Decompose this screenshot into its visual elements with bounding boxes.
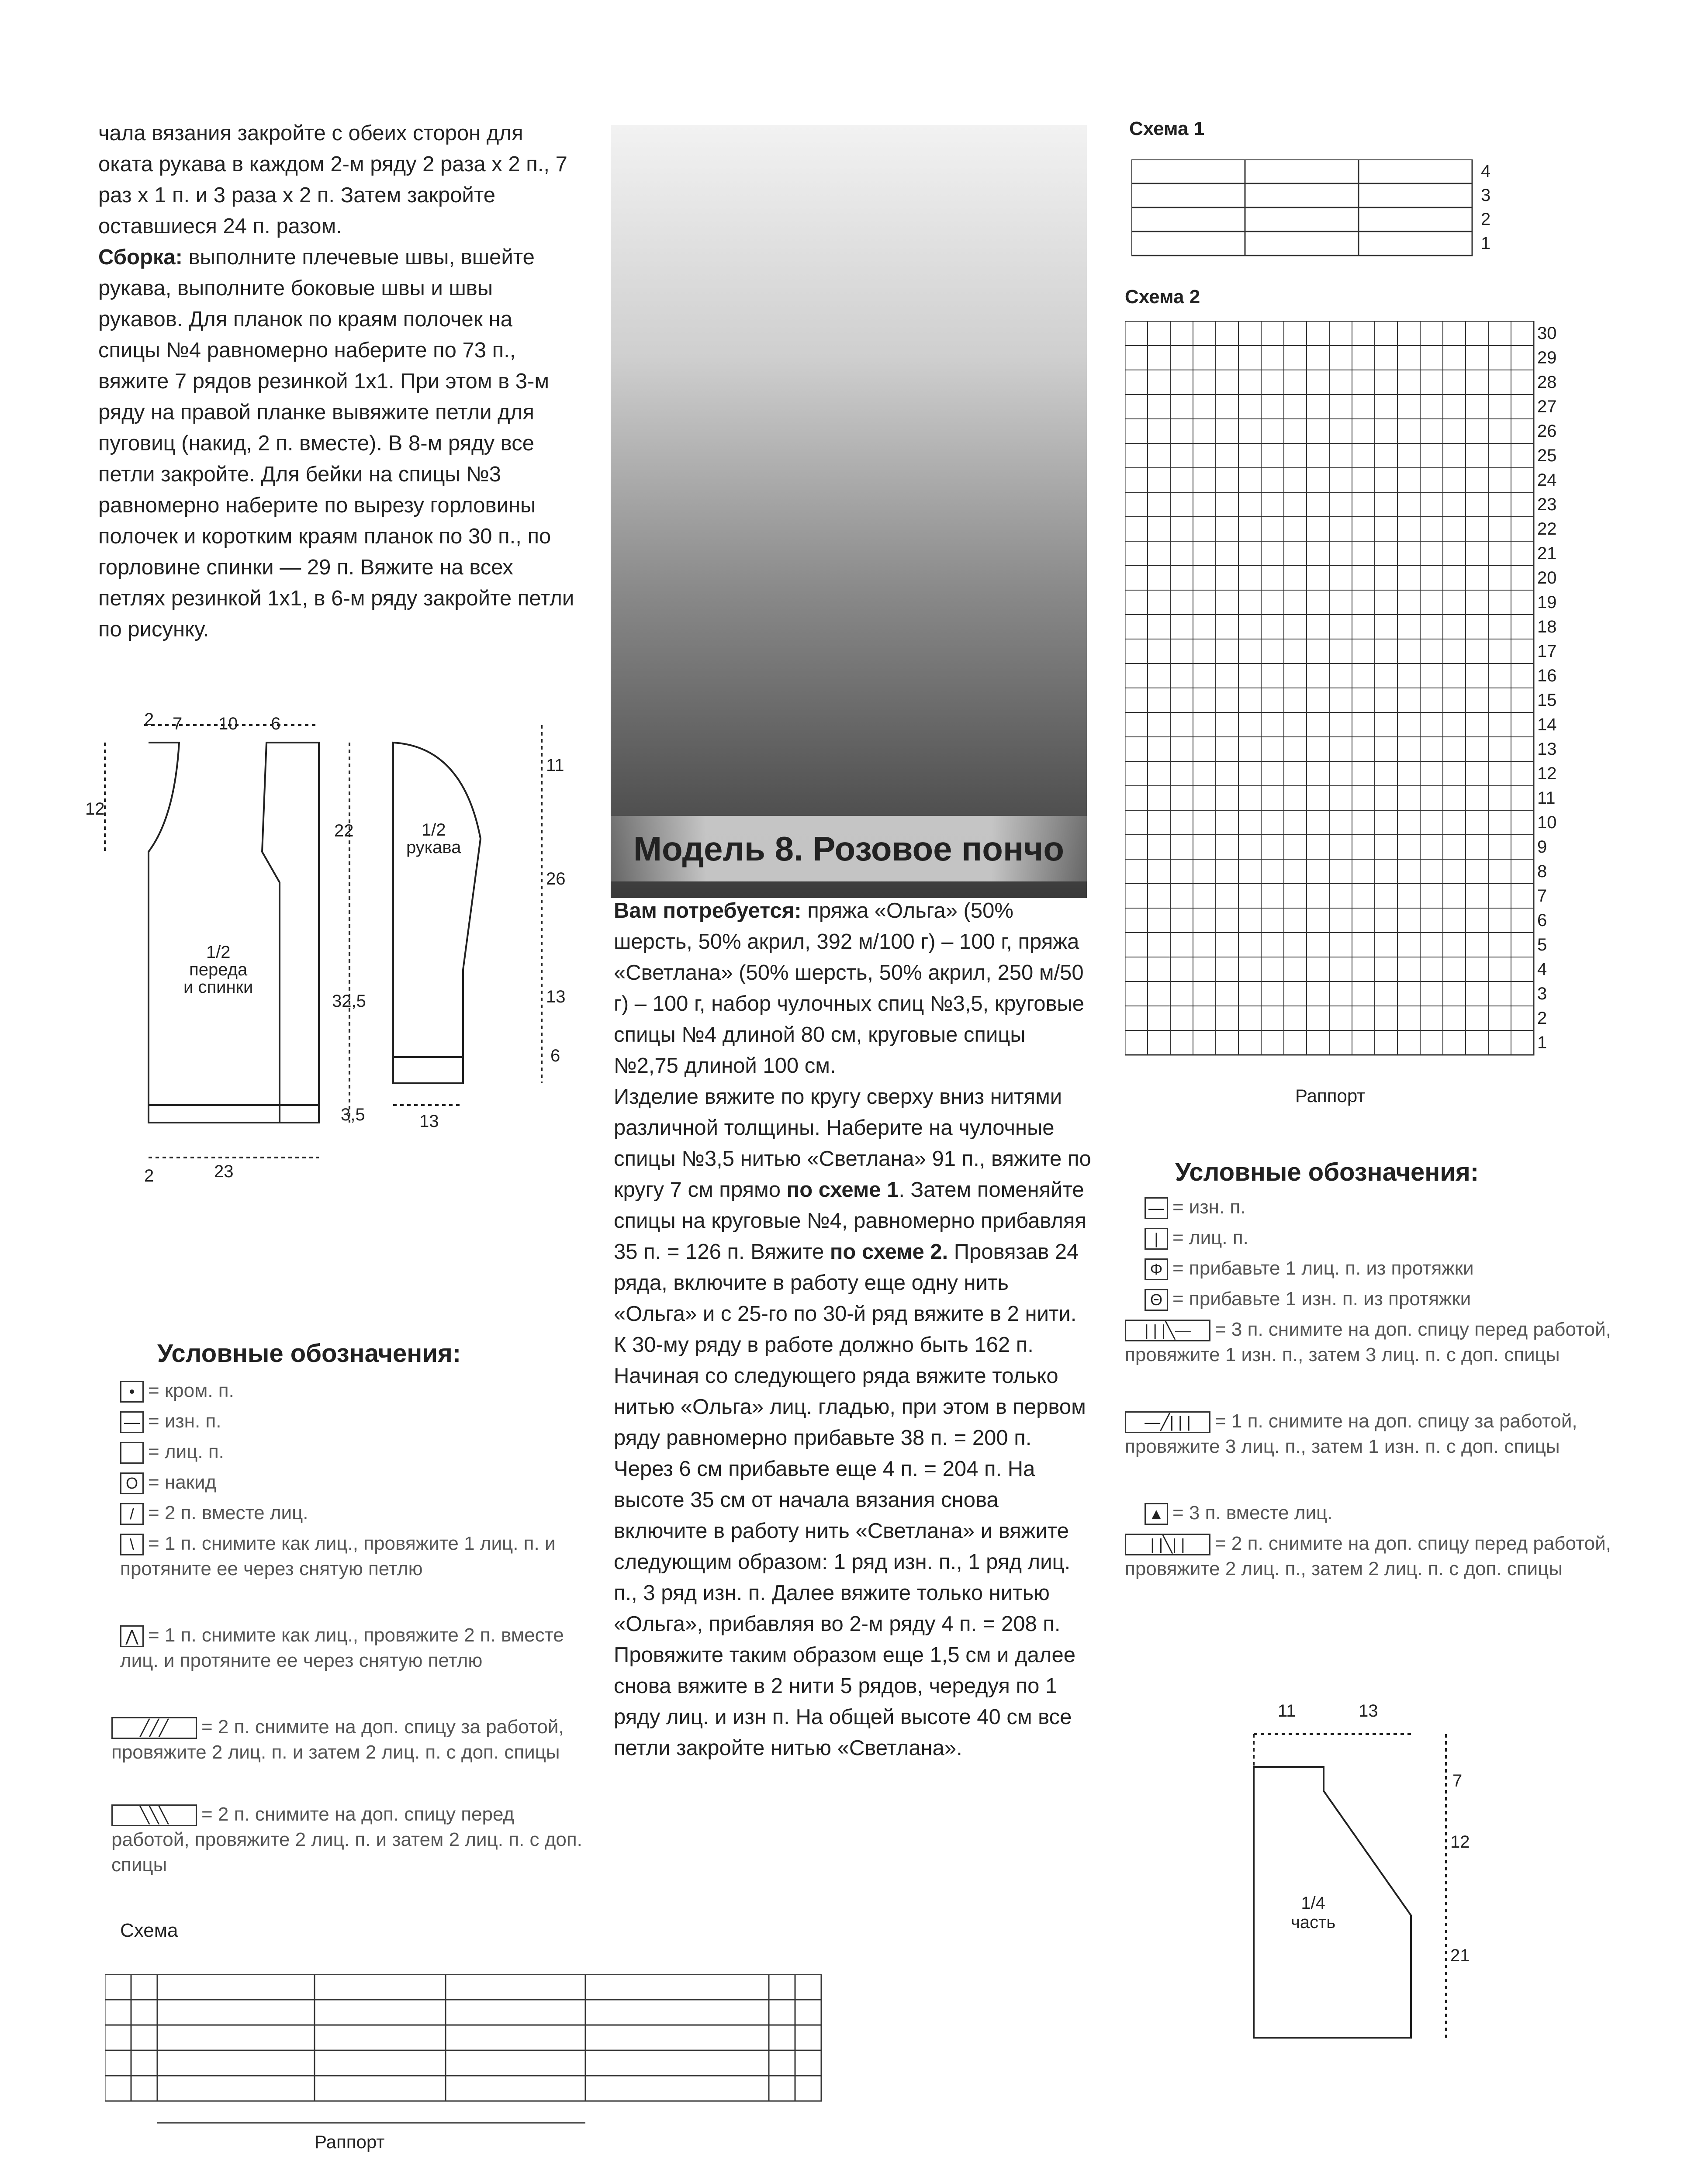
- schema2-row-27: 27: [1537, 397, 1557, 416]
- legend1-item-0: • = кром. п.: [120, 1378, 579, 1403]
- sk2p-icon: ⋀: [120, 1625, 144, 1647]
- cable-2-2-front-icon: | |╲| |: [1125, 1534, 1210, 1555]
- dim-bottom-23: 23: [214, 1162, 234, 1181]
- legend2-item-7: | |╲| | = 2 п. снимите на доп. спицу перед работой, провяжите 2 лиц. п., затем 2 лиц. п. с доп. спицы: [1125, 1533, 1611, 1579]
- schema2-row-12: 12: [1537, 764, 1557, 783]
- schema2-row-7: 7: [1537, 886, 1547, 905]
- dim-sleeve-11: 11: [546, 756, 564, 775]
- legend2-item-1: | = лиц. п.: [1145, 1225, 1625, 1251]
- knit-stitch-icon: [120, 1442, 144, 1464]
- dim-body-22: 22: [334, 821, 354, 840]
- quarter-dim-21: 21: [1450, 1946, 1470, 1965]
- schema2-row-13: 13: [1537, 740, 1557, 759]
- schema-bottom-title: Схема: [120, 1920, 178, 1941]
- schema2-row-24: 24: [1537, 470, 1557, 490]
- quarter-dim-13: 13: [1359, 1701, 1378, 1721]
- legend2-item-0: — = изн. п.: [1145, 1195, 1625, 1220]
- dim-top-7: 7: [173, 714, 183, 733]
- dim-sleeve-13: 13: [546, 987, 566, 1006]
- knit-stitch-icon: |: [1145, 1228, 1168, 1250]
- col1-paragraph-2: [98, 242, 579, 645]
- dim-top-10: 10: [218, 714, 238, 733]
- schema2-row-10: 10: [1537, 813, 1557, 832]
- assembly-text: выполните плечевые швы, вшейте рукава, выполните боковые швы и швы рукавов. Для планок по краям полочек на спицы №4 равномерно наберите по 73 п., вяжите 7 рядов резинкой 1х1. При этом в 3-м ряду на правой планке вывяжите петли для пуговиц (накид, 2 п. вместе). В 8-м ряду все петли закройте. Для бейки на спицы №3 равномерно наберите по вырезу горловины полочек и коротким краям планок по 30 п., по горловине спинки — 29 п. Вяжите на всех петлях резинкой 1х1, в 6-м ряду закройте петли по рисунку.: [98, 245, 574, 641]
- dim-left-12: 12: [85, 799, 105, 819]
- schema2-row-14: 14: [1537, 715, 1557, 734]
- schema1-row-3: 3: [1481, 186, 1491, 205]
- cable-left-icon: ╱╱╱: [111, 1717, 197, 1739]
- schema2-rapport: Раппорт: [1295, 1085, 1366, 1106]
- quarter-dim-7: 7: [1452, 1771, 1463, 1790]
- cable-3-1-front-icon: | | |╲—: [1125, 1320, 1210, 1341]
- schema2-row-19: 19: [1537, 593, 1557, 612]
- schema2-row-5: 5: [1537, 935, 1547, 954]
- schema1-row-2: 2: [1481, 210, 1491, 229]
- schema1-title: Схема 1: [1129, 118, 1205, 139]
- dim-top-2: 2: [144, 710, 154, 729]
- dim-sleeve-width-13: 13: [419, 1112, 439, 1131]
- purl-stitch-icon: —: [1145, 1197, 1168, 1219]
- legend2-item-4: | | |╲— = 3 п. снимите на доп. спицу перед работой, провяжите 1 изн. п., затем 3 лиц. п. с доп. спицы: [1125, 1319, 1611, 1365]
- schema2-row-4: 4: [1537, 960, 1547, 979]
- model-photo: [611, 125, 1087, 898]
- legend2-item-5: —╱| | | = 1 п. снимите на доп. спицу за работой, провяжите 3 лиц. п., затем 1 изн. п. с доп. спицы: [1125, 1410, 1577, 1457]
- schema2-row-25: 25: [1537, 446, 1557, 465]
- legend1-item-5: \ = 1 п. снимите как лиц., провяжите 1 лиц. п. и протяните ее через снятую петлю: [120, 1533, 556, 1579]
- model-caption-text: Модель 8. Розовое пончо: [633, 829, 1064, 868]
- increase-purl-icon: Θ: [1145, 1289, 1168, 1311]
- schema2-row-3: 3: [1537, 984, 1547, 1003]
- pattern-drawing-body-sleeve: [79, 708, 612, 1214]
- schema2-row-22: 22: [1537, 519, 1557, 539]
- schema2-grid: [1125, 321, 1562, 1125]
- dim-bottom-2: 2: [144, 1166, 154, 1185]
- label-quarter-part: 1/4 часть: [1291, 1894, 1336, 1932]
- schema2-row-16: 16: [1537, 666, 1557, 685]
- schema2-row-15: 15: [1537, 691, 1557, 710]
- schema-bottom-rapport: Раппорт: [315, 2132, 385, 2152]
- schema1-grid: [1131, 159, 1490, 269]
- model-caption: [611, 816, 1087, 881]
- col1-paragraph-1: чала вязания закройте с обеих сторон для оката рукава в каждом 2-м ряду 2 раза х 2 п., 7 раз х 1 п. и 3 раза х 2 п. Затем закройте оставшиеся 24 п. разом.: [98, 121, 567, 238]
- quarter-dim-11: 11: [1278, 1701, 1296, 1721]
- increase-knit-icon: Φ: [1145, 1258, 1168, 1280]
- schema2-row-8: 8: [1537, 862, 1547, 881]
- cable-1-3-back-icon: —╱| | |: [1125, 1411, 1210, 1433]
- legend1-item-3: O = накид: [120, 1470, 579, 1495]
- legend1-item-8: ╲╲╲ = 2 п. снимите на доп. спицу перед работой, провяжите 2 лиц. п. и затем 2 лиц. п. с доп. спицы: [111, 1804, 582, 1876]
- yarn-over-icon: O: [120, 1472, 144, 1494]
- col1-text: [98, 118, 579, 645]
- legend1-title: Условные обозначения:: [157, 1339, 461, 1368]
- schema2-title: Схема 2: [1125, 286, 1200, 308]
- ssk-icon: \: [120, 1534, 144, 1555]
- k2tog-icon: /: [120, 1503, 144, 1525]
- legend1-item-6: ⋀ = 1 п. снимите как лиц., провяжите 2 п. вместе лиц. и протяните ее через снятую петлю: [120, 1624, 564, 1671]
- dim-top-6: 6: [271, 714, 281, 733]
- edge-stitch-icon: •: [120, 1381, 144, 1403]
- schema2-row-9: 9: [1537, 837, 1547, 857]
- model-text: [614, 895, 1094, 1764]
- legend2-title: Условные обозначения:: [1175, 1158, 1479, 1186]
- schema2-row-11: 11: [1537, 788, 1556, 808]
- model-needs: Вам потребуется: пряжа «Ольга» (50% шерсть, 50% акрил, 392 м/100 г) – 100 г, пряжа «Светлана» (50% шерсть, 50% акрил, 250 м/50 г) – 100 г, набор чулочных спиц №3,5, круговые спицы №4 длиной 80 см, круговые спицы №2,75 длиной 100 см.: [614, 899, 1085, 1078]
- legend1-item-2: = лиц. п.: [120, 1439, 579, 1465]
- schema2-row-21: 21: [1537, 544, 1557, 563]
- schema2-row-18: 18: [1537, 617, 1557, 636]
- schema2-row-20: 20: [1537, 568, 1557, 587]
- label-half-front-back: 1/2 переда и спинки: [183, 943, 253, 997]
- schema-bottom-grid: [105, 1974, 830, 2132]
- schema2-row-1: 1: [1537, 1033, 1547, 1052]
- schema1-row-4: 4: [1481, 162, 1491, 181]
- legend1-item-1: — = изн. п.: [120, 1409, 579, 1434]
- label-half-sleeve: 1/2 рукава: [406, 820, 461, 857]
- schema2-row-28: 28: [1537, 373, 1557, 392]
- schema2-row-26: 26: [1537, 422, 1557, 441]
- legend2-item-6: ▲ = 3 п. вместе лиц.: [1145, 1500, 1625, 1526]
- legend1-item-4: / = 2 п. вместе лиц.: [120, 1500, 579, 1526]
- dim-sleeve-26: 26: [546, 869, 566, 888]
- quarter-dim-12: 12: [1450, 1832, 1470, 1852]
- dim-body-32-5: 32,5: [332, 992, 366, 1011]
- needs-label: Вам потребуется:: [614, 899, 802, 923]
- legend1-item-7: ╱╱╱ = 2 п. снимите на доп. спицу за работой, провяжите 2 лиц. п. и затем 2 лиц. п. с доп. спицы: [111, 1716, 564, 1763]
- schema2-row-23: 23: [1537, 495, 1557, 514]
- assembly-label: Сборка:: [98, 245, 183, 269]
- schema2-row-29: 29: [1537, 348, 1557, 367]
- purl-stitch-icon: —: [120, 1411, 144, 1433]
- model-instructions: Изделие вяжите по кругу сверху вниз нитями различной толщины. Наберите на чулочные спицы №3,5 нитью «Светлана» 91 п., вяжите по кругу 7 см прямо по схеме 1. Затем поменяйте спицы на круговые №4, равномерно прибавляя 35 п. = 126 п. Вяжите по схеме 2. Провязав 24 ряда, включите в работу еще одну нить «Ольга» и с 25-го по 30-й ряд вяжите в 2 нити. К 30-му ряду в работе должно быть 162 п. Начиная со следующего ряда вяжите только нитью «Ольга» лиц. гладью, при этом в первом ряду равномерно прибавьте 38 п. = 200 п. Через 6 см прибавьте еще 4 п. = 204 п. На высоте 35 см от начала вязания снова включите в работу нить «Светлана» и вяжите следующим образом: 1 ряд изн. п., 1 ряд лиц. п., 3 ряд изн. п. Далее вяжите только нитью «Ольга», прибавляя во 2-м ряду 4 п. = 208 п. Провяжите таким образом еще 1,5 см и далее снова вяжите в 2 нити 5 рядов, чередуя по 1 ряду лиц. и изн п. На общей высоте 40 см все петли закройте нитью «Светлана».: [614, 1085, 1091, 1760]
- dim-sleeve-6: 6: [550, 1046, 560, 1065]
- schema1-row-1: 1: [1481, 234, 1491, 253]
- legend2-item-3: Θ = прибавьте 1 изн. п. из протяжки: [1145, 1286, 1625, 1312]
- schema2-row-17: 17: [1537, 642, 1557, 661]
- schema2-row-30: 30: [1537, 324, 1557, 343]
- schema2-row-2: 2: [1537, 1009, 1547, 1028]
- dim-body-3-5: 3,5: [341, 1105, 365, 1124]
- schema2-row-6: 6: [1537, 911, 1547, 930]
- k3tog-icon: ▲: [1145, 1503, 1168, 1525]
- legend2-item-2: Φ = прибавьте 1 лиц. п. из протяжки: [1145, 1256, 1625, 1281]
- cable-right-icon: ╲╲╲: [111, 1804, 197, 1826]
